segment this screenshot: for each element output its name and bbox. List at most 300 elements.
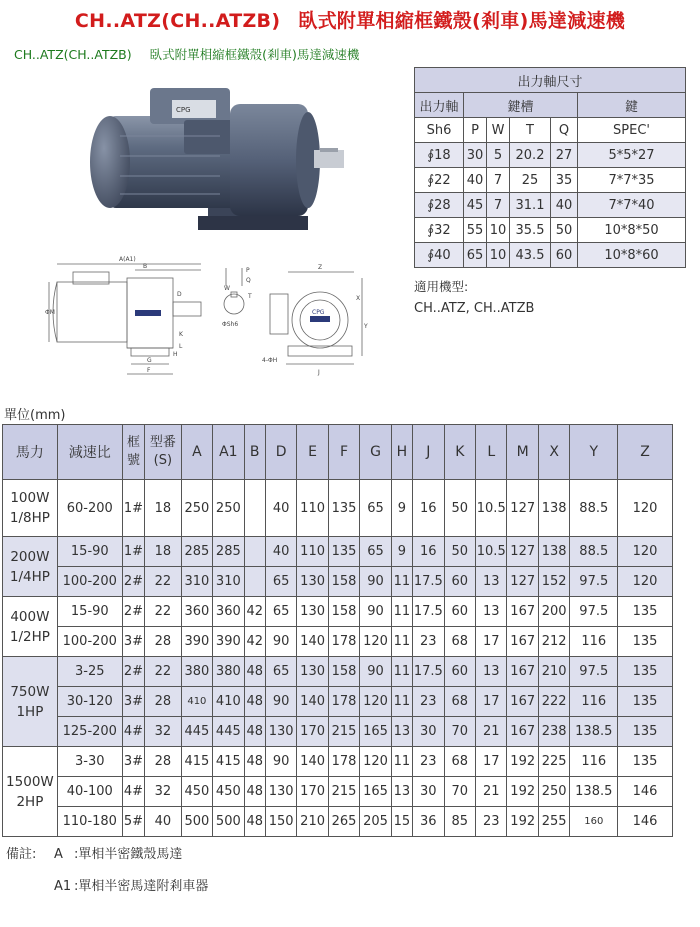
spec-cell: 192 xyxy=(507,807,538,837)
spec-cell: 415 xyxy=(181,747,212,777)
spec-cell: 15 xyxy=(391,807,412,837)
spec-cell: 212 xyxy=(538,627,569,657)
dim-label: A(A1) xyxy=(119,256,136,263)
dim-label: F xyxy=(147,367,151,374)
spec-cell: 116 xyxy=(570,747,618,777)
dim-label: Q xyxy=(246,277,251,284)
spec-cell: 130 xyxy=(297,657,328,687)
side-view-drawing xyxy=(45,250,220,380)
spec-cell: 60 xyxy=(444,657,475,687)
power-cell xyxy=(3,747,58,837)
spec-cell: 116 xyxy=(570,627,618,657)
header-model-line1: 型番 xyxy=(149,435,176,450)
spec-cell: 97.5 xyxy=(570,597,618,627)
output-shaft-table xyxy=(414,67,686,268)
dim-label: ΦM xyxy=(45,309,55,316)
spec-cell: 23 xyxy=(476,807,507,837)
spec-cell: 30-120 xyxy=(57,687,122,717)
dim-label: ΦSh6 xyxy=(222,321,239,328)
spec-cell: 130 xyxy=(265,777,296,807)
header-dim: A1 xyxy=(213,425,244,480)
spec-cell: 500 xyxy=(213,807,244,837)
spec-cell: 410 xyxy=(181,687,212,717)
spec-cell: 167 xyxy=(507,687,538,717)
spec-cell: 18 xyxy=(145,480,182,537)
spec-cell: 120 xyxy=(618,537,673,567)
table-row xyxy=(415,243,686,268)
spec-cell: 28 xyxy=(145,627,182,657)
spec-cell: 120 xyxy=(360,747,391,777)
shaft-cell: 5 xyxy=(487,143,510,168)
spec-cell: 13 xyxy=(476,657,507,687)
spec-cell: 90 xyxy=(265,747,296,777)
page-title xyxy=(0,6,700,33)
shaft-cell: 35 xyxy=(551,168,578,193)
spec-cell: 380 xyxy=(181,657,212,687)
spec-cell: 30 xyxy=(413,777,444,807)
header-dim: H xyxy=(391,425,412,480)
table-row xyxy=(3,717,673,747)
spec-cell: 178 xyxy=(328,687,359,717)
shaft-cell: 40 xyxy=(464,168,487,193)
spec-cell: 15-90 xyxy=(57,597,122,627)
spec-cell: 135 xyxy=(328,480,359,537)
power-hp: 1HP xyxy=(16,703,44,720)
spec-header-row xyxy=(3,425,673,480)
note-text: :單相半密鐵殼馬達 xyxy=(74,847,183,862)
spec-cell: 360 xyxy=(213,597,244,627)
dim-label: J xyxy=(318,369,320,376)
front-view-drawing xyxy=(262,250,370,380)
spec-cell: 410 xyxy=(213,687,244,717)
spec-cell: 11 xyxy=(391,597,412,627)
spec-cell: 85 xyxy=(444,807,475,837)
shaft-cell: ∮18 xyxy=(415,143,464,168)
spec-cell: 138.5 xyxy=(570,777,618,807)
spec-cell: 97.5 xyxy=(570,657,618,687)
spec-cell: 445 xyxy=(213,717,244,747)
spec-cell: 158 xyxy=(328,597,359,627)
spec-cell: 285 xyxy=(213,537,244,567)
spec-cell: 10.5 xyxy=(476,480,507,537)
spec-cell: 15-90 xyxy=(57,537,122,567)
spec-cell xyxy=(244,480,265,537)
shaft-cell: 5*5*27 xyxy=(578,143,686,168)
power-cell xyxy=(3,657,58,747)
spec-cell: 138 xyxy=(538,537,569,567)
spec-cell: 140 xyxy=(297,687,328,717)
header-power: 馬力 xyxy=(3,425,58,480)
header-dim: Y xyxy=(570,425,618,480)
spec-cell: 120 xyxy=(618,567,673,597)
spec-cell: 65 xyxy=(265,657,296,687)
shaft-cell: 10 xyxy=(487,218,510,243)
spec-cell: 450 xyxy=(213,777,244,807)
header-dim: G xyxy=(360,425,391,480)
shaft-col-header: T xyxy=(510,118,551,143)
table-row xyxy=(3,480,673,537)
shaft-cell: 7*7*40 xyxy=(578,193,686,218)
spec-cell: 205 xyxy=(360,807,391,837)
keyway-group-header: 鍵槽 xyxy=(464,93,578,118)
spec-cell: 2# xyxy=(122,597,144,627)
header-dim: D xyxy=(265,425,296,480)
dim-label: H xyxy=(173,351,178,358)
shaft-cell: ∮32 xyxy=(415,218,464,243)
spec-cell: 146 xyxy=(618,807,673,837)
spec-cell: 65 xyxy=(360,537,391,567)
spec-cell: 138 xyxy=(538,480,569,537)
spec-cell: 17.5 xyxy=(413,657,444,687)
power-cell xyxy=(3,480,58,537)
spec-cell: 4# xyxy=(122,717,144,747)
spec-cell: 13 xyxy=(476,567,507,597)
notes-label: 備註: xyxy=(6,847,37,862)
spec-cell: 170 xyxy=(297,717,328,747)
spec-cell: 3-30 xyxy=(57,747,122,777)
shaft-cell: 43.5 xyxy=(510,243,551,268)
spec-cell: 90 xyxy=(265,687,296,717)
spec-cell: 150 xyxy=(265,807,296,837)
spec-cell: 21 xyxy=(476,717,507,747)
table-row xyxy=(3,777,673,807)
spec-cell: 23 xyxy=(413,747,444,777)
applicable-models-value: CH..ATZ, CH..ATZB xyxy=(414,301,535,316)
dim-label: K xyxy=(179,331,183,338)
spec-cell: 250 xyxy=(181,480,212,537)
spec-cell: 10.5 xyxy=(476,537,507,567)
spec-cell: 28 xyxy=(145,747,182,777)
key-group-header: 鍵 xyxy=(578,93,686,118)
spec-cell: 140 xyxy=(297,747,328,777)
header-dim: X xyxy=(538,425,569,480)
spec-cell: 390 xyxy=(181,627,212,657)
power-hp: 1/4HP xyxy=(9,568,50,585)
spec-cell: 13 xyxy=(476,597,507,627)
spec-cell: 210 xyxy=(297,807,328,837)
spec-cell: 167 xyxy=(507,657,538,687)
spec-cell: 255 xyxy=(538,807,569,837)
table-row xyxy=(3,627,673,657)
spec-cell: 40-100 xyxy=(57,777,122,807)
spec-cell: 60 xyxy=(444,567,475,597)
table-row xyxy=(3,597,673,627)
spec-cell: 238 xyxy=(538,717,569,747)
spec-cell: 225 xyxy=(538,747,569,777)
shaft-col-header: Sh6 xyxy=(415,118,464,143)
spec-cell: 21 xyxy=(476,777,507,807)
spec-cell: 50 xyxy=(444,480,475,537)
dim-label: D xyxy=(177,291,182,298)
spec-cell: 3# xyxy=(122,627,144,657)
spec-cell: 5# xyxy=(122,807,144,837)
shaft-group-header: 出力軸 xyxy=(415,93,464,118)
spec-cell: 48 xyxy=(244,807,265,837)
spec-cell: 70 xyxy=(444,717,475,747)
shaft-cell: 40 xyxy=(551,193,578,218)
spec-cell: 65 xyxy=(265,567,296,597)
spec-cell: 192 xyxy=(507,747,538,777)
shaft-cell: 25 xyxy=(510,168,551,193)
spec-cell: 2# xyxy=(122,567,144,597)
spec-cell: 445 xyxy=(181,717,212,747)
header-dim: B xyxy=(244,425,265,480)
spec-cell: 165 xyxy=(360,717,391,747)
spec-cell: 16 xyxy=(413,537,444,567)
power-watt: 1500W xyxy=(6,773,54,790)
shaft-cell: ∮22 xyxy=(415,168,464,193)
spec-cell: 17.5 xyxy=(413,567,444,597)
header-frame-line2: 號 xyxy=(126,453,140,468)
spec-cell: 13 xyxy=(391,717,412,747)
header-dim: J xyxy=(413,425,444,480)
spec-cell: 167 xyxy=(507,717,538,747)
spec-cell: 70 xyxy=(444,777,475,807)
power-watt: 750W xyxy=(10,683,50,700)
spec-cell: 9 xyxy=(391,480,412,537)
spec-cell: 17 xyxy=(476,627,507,657)
spec-cell: 215 xyxy=(328,717,359,747)
notes xyxy=(6,842,208,906)
spec-cell: 120 xyxy=(360,627,391,657)
spec-cell: 110 xyxy=(297,480,328,537)
dim-label: L xyxy=(179,343,183,350)
header-ratio: 減速比 xyxy=(57,425,122,480)
spec-cell: 11 xyxy=(391,657,412,687)
spec-cell: 48 xyxy=(244,717,265,747)
spec-cell: 170 xyxy=(297,777,328,807)
spec-cell: 250 xyxy=(213,480,244,537)
spec-cell: 2# xyxy=(122,657,144,687)
power-cell xyxy=(3,537,58,597)
spec-cell: 265 xyxy=(328,807,359,837)
shaft-cell: 60 xyxy=(551,243,578,268)
header-dim: L xyxy=(476,425,507,480)
note-code: A1 xyxy=(54,879,72,894)
spec-cell: 90 xyxy=(360,597,391,627)
spec-cell: 210 xyxy=(538,657,569,687)
spec-table xyxy=(2,424,673,837)
spec-cell: 22 xyxy=(145,657,182,687)
spec-cell: 138.5 xyxy=(570,717,618,747)
spec-cell: 42 xyxy=(244,597,265,627)
spec-cell: 32 xyxy=(145,777,182,807)
power-hp: 1/2HP xyxy=(9,628,50,645)
spec-cell: 130 xyxy=(297,597,328,627)
spec-cell: 380 xyxy=(213,657,244,687)
spec-cell: 127 xyxy=(507,480,538,537)
spec-cell: 127 xyxy=(507,567,538,597)
spec-cell: 17.5 xyxy=(413,597,444,627)
spec-cell: 310 xyxy=(181,567,212,597)
spec-cell: 88.5 xyxy=(570,537,618,567)
shaft-cell: 35.5 xyxy=(510,218,551,243)
spec-cell: 3# xyxy=(122,747,144,777)
spec-cell: 158 xyxy=(328,567,359,597)
spec-cell: 48 xyxy=(244,777,265,807)
spec-cell: 17 xyxy=(476,747,507,777)
note-text: :單相半密馬達附剎車器 xyxy=(74,879,209,894)
spec-cell: 11 xyxy=(391,687,412,717)
header-dim: E xyxy=(297,425,328,480)
spec-cell: 125-200 xyxy=(57,717,122,747)
page-subtitle xyxy=(14,45,359,63)
unit-label: 單位(mm) xyxy=(4,408,66,423)
spec-cell: 32 xyxy=(145,717,182,747)
spec-cell: 116 xyxy=(570,687,618,717)
spec-cell: 135 xyxy=(328,537,359,567)
power-cell xyxy=(3,597,58,657)
shaft-cell: 10*8*60 xyxy=(578,243,686,268)
shaft-cell: 10 xyxy=(487,243,510,268)
spec-cell: 158 xyxy=(328,657,359,687)
spec-cell: 23 xyxy=(413,627,444,657)
spec-cell: 178 xyxy=(328,747,359,777)
spec-cell: 60 xyxy=(444,597,475,627)
spec-cell: 192 xyxy=(507,777,538,807)
spec-cell: 28 xyxy=(145,687,182,717)
power-watt: 200W xyxy=(10,548,50,565)
dim-label: 4-ΦH xyxy=(262,357,278,364)
spec-cell: 390 xyxy=(213,627,244,657)
shaft-cell: ∮28 xyxy=(415,193,464,218)
spec-cell: 90 xyxy=(360,657,391,687)
spec-cell: 30 xyxy=(413,717,444,747)
spec-cell: 97.5 xyxy=(570,567,618,597)
spec-cell: 415 xyxy=(213,747,244,777)
spec-cell: 42 xyxy=(244,627,265,657)
spec-cell: 146 xyxy=(618,777,673,807)
shaft-col-header: SPEC' xyxy=(578,118,686,143)
front-brand-text: CPG xyxy=(312,309,325,316)
table-row xyxy=(3,567,673,597)
spec-cell: 17 xyxy=(476,687,507,717)
page-subtitle-text: 臥式附單相縮框鐵殼(剎車)馬達減速機 xyxy=(149,47,360,62)
shaft-cell: 65 xyxy=(464,243,487,268)
spec-cell: 310 xyxy=(213,567,244,597)
spec-cell: 90 xyxy=(265,627,296,657)
shaft-col-header: P xyxy=(464,118,487,143)
spec-cell: 9 xyxy=(391,537,412,567)
photo-brand-text: CPG xyxy=(176,106,191,114)
spec-cell: 11 xyxy=(391,567,412,597)
dim-label: W xyxy=(224,285,230,292)
header-dim: F xyxy=(328,425,359,480)
spec-cell: 1# xyxy=(122,537,144,567)
spec-cell: 178 xyxy=(328,627,359,657)
spec-cell: 160 xyxy=(570,807,618,837)
shaft-cell: 30 xyxy=(464,143,487,168)
shaft-cell: 50 xyxy=(551,218,578,243)
header-dim: M xyxy=(507,425,538,480)
spec-cell: 68 xyxy=(444,747,475,777)
spec-cell: 3# xyxy=(122,687,144,717)
spec-cell: 13 xyxy=(391,777,412,807)
table-row xyxy=(415,168,686,193)
spec-cell: 40 xyxy=(265,537,296,567)
table-row xyxy=(415,193,686,218)
shaft-cell: 7 xyxy=(487,168,510,193)
spec-cell: 88.5 xyxy=(570,480,618,537)
dim-label: Y xyxy=(364,323,368,330)
spec-cell: 90 xyxy=(360,567,391,597)
spec-cell: 285 xyxy=(181,537,212,567)
shaft-cell: 10*8*50 xyxy=(578,218,686,243)
header-dim: K xyxy=(444,425,475,480)
spec-cell: 3-25 xyxy=(57,657,122,687)
spec-cell: 450 xyxy=(181,777,212,807)
header-dim: Z xyxy=(618,425,673,480)
header-dim: A xyxy=(181,425,212,480)
spec-cell: 48 xyxy=(244,687,265,717)
shaft-cell: 7*7*35 xyxy=(578,168,686,193)
spec-cell xyxy=(244,537,265,567)
note-item xyxy=(6,842,208,874)
shaft-table-title: 出力軸尺寸 xyxy=(415,68,686,93)
spec-cell: 100-200 xyxy=(57,627,122,657)
table-row xyxy=(3,687,673,717)
spec-cell: 152 xyxy=(538,567,569,597)
table-row xyxy=(3,537,673,567)
spec-cell: 135 xyxy=(618,717,673,747)
spec-cell: 165 xyxy=(360,777,391,807)
spec-cell: 167 xyxy=(507,597,538,627)
spec-cell: 40 xyxy=(265,480,296,537)
spec-cell: 120 xyxy=(360,687,391,717)
shaft-col-header: W xyxy=(487,118,510,143)
applicable-models xyxy=(414,276,534,320)
header-model-line2: (S) xyxy=(153,453,173,468)
dim-label: G xyxy=(147,357,152,364)
spec-cell: 50 xyxy=(444,537,475,567)
dim-label: B xyxy=(143,263,148,270)
header-frame xyxy=(122,425,144,480)
shaft-cell: 20.2 xyxy=(510,143,551,168)
shaft-cell: 27 xyxy=(551,143,578,168)
shaft-cell: ∮40 xyxy=(415,243,464,268)
spec-cell: 120 xyxy=(618,480,673,537)
spec-cell: 60-200 xyxy=(57,480,122,537)
spec-cell: 110 xyxy=(297,537,328,567)
dim-label: P xyxy=(246,267,250,274)
spec-cell: 11 xyxy=(391,747,412,777)
dim-label: Z xyxy=(318,264,323,271)
shaft-cell: 7 xyxy=(487,193,510,218)
applicable-label: 適用機型: xyxy=(414,279,469,294)
power-hp: 1/8HP xyxy=(9,510,50,526)
spec-cell xyxy=(244,567,265,597)
header-model xyxy=(145,425,182,480)
shaft-cell: 55 xyxy=(464,218,487,243)
table-row xyxy=(3,657,673,687)
spec-cell: 135 xyxy=(618,687,673,717)
spec-cell: 200 xyxy=(538,597,569,627)
shaft-col-header: Q xyxy=(551,118,578,143)
dim-label: X xyxy=(356,295,361,302)
power-watt: 400W xyxy=(10,608,50,625)
power-hp: 2HP xyxy=(16,793,44,810)
spec-cell: 11 xyxy=(391,627,412,657)
table-row xyxy=(3,807,673,837)
spec-cell: 222 xyxy=(538,687,569,717)
page-subtitle-code: CH..ATZ(CH..ATZB) xyxy=(14,47,132,62)
gear-motor-photo xyxy=(80,76,350,236)
spec-cell: 135 xyxy=(618,597,673,627)
spec-cell: 36 xyxy=(413,807,444,837)
spec-cell: 135 xyxy=(618,627,673,657)
spec-cell: 167 xyxy=(507,627,538,657)
spec-cell: 130 xyxy=(265,717,296,747)
